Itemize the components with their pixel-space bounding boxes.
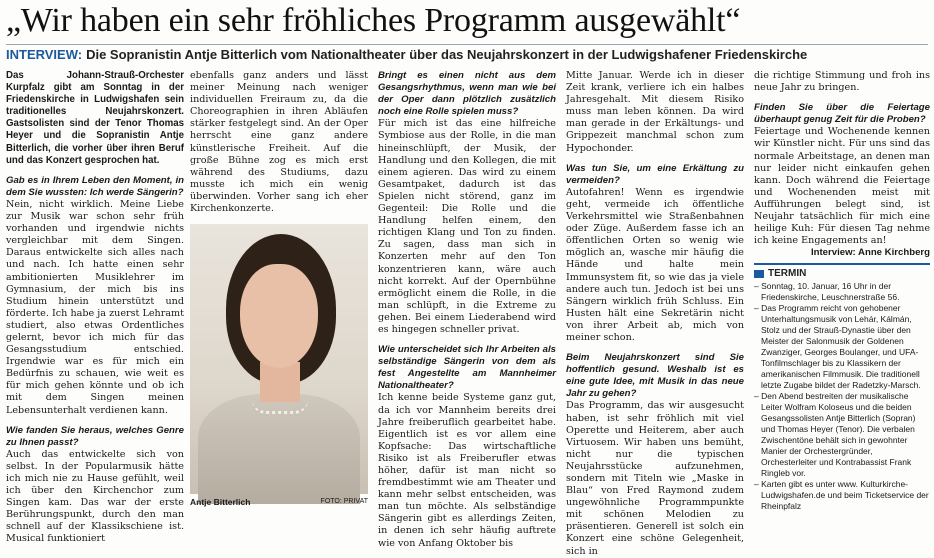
interview-answer: die richtige Stimmung und froh ins neue Jahr zu bringen. <box>754 70 930 94</box>
photo-credit: FOTO: PRIVAT <box>320 498 368 505</box>
interview-question: Beim Neujahrskonzert sind Sie hoffentlich gesund. Weshalb ist es eine gute Idee, mit Musik in das neue Jahr zu gehen? <box>566 352 744 400</box>
article-column-5 <box>754 70 930 510</box>
interview-question: Finden Sie über die Feiertage überhaupt genug Zeit für die Proben? <box>754 102 930 126</box>
subheadline <box>6 47 928 63</box>
headline: „Wir haben ein sehr fröhliches Programm ausgewählt“ <box>6 2 741 39</box>
interview-answer: Das Programm, das wir ausgesucht haben, ist sehr fröhlich mit viel Operette und Heiterem, aber auch Virtuosem. Wir haben uns bemüht, nicht nur die typischen Neujahrsstücke aufzunehmen, sondern mit Titeln wie „Maske in Blau“ von Fred Raymond zudem ungewöhnliche Programmpunkte mit schönen Melodien zu präsentieren. Generell ist solch ein Konzert eine schöne Gelegenheit, sich in <box>566 400 744 557</box>
subheadline-text: Die Sopranistin Antje Bitterlich vom Nationaltheater über das Neujahrskonzert in der Ludwigshafener Friedenskirche <box>86 47 808 62</box>
termin-item: – Den Abend bestreiten der musikalische Leiter Wolfram Koloseus und die beiden Gesangssolisten Antje Bitterlich (Sopran) und Thomas Heyer (Tenor). Die verbalen Zwischentöne behält sich in gewohnter Manier der Orchestergründer, Orchesterleiter und Kontrabassist Frank Ringleb vor. <box>754 391 930 479</box>
interview-author: Interview: Anne Kirchberg <box>810 247 930 259</box>
interview-answer: Nein, nicht wirklich. Meine Liebe zur Musik war schon sehr früh vorhanden und irgendwie nichts vergleichbar mit dem Singen. Daraus entwickelte sich alles nach und nach. Ich hatte einen sehr ambitionierten Musiklehrer im Gymnasium, der mich bis ins Studium hinein unterstützt und förderte. Ich habe ja zuerst Lehramt studiert, also etwas Ordentliches gelernt, bevor ich mich für das Gesangsstudium entschied. Irgendwie war es für mich ein Bedürfnis zu schauen, wie weit es für mich gehen könnte und ob ich mit dem Singen meinen Lebensunterhalt verdienen kann. <box>6 198 184 416</box>
interview-question: Bringt es einen nicht aus dem Gesangsrhythmus, wenn man wie bei der Oper dann plötzlich zusätzlich noch eine Rolle spielen muss? <box>378 70 556 118</box>
article-column-2 <box>190 70 368 220</box>
interview-answer: Mitte Januar. Werde ich in dieser Zeit krank, verliere ich ein halbes Jahresgehalt. Mit diesem Risiko muss man leben können. Da wird man gerade in der Erkältungs- und Grippezeit manchmal schon zum Hypochonder. <box>566 70 744 154</box>
interview-answer: Auch das entwickelte sich von selbst. In der Popularmusik hätte ich mich nie zu Hause gefühlt, weil ich über den Kirchenchor zum Singen kam. Das war der erste Berührungspunkt, durch den man schnell auf der Klassikschiene ist. Musical funktioniert <box>6 448 184 545</box>
interview-kicker: INTERVIEW: <box>6 47 83 62</box>
article-column-3 <box>378 70 556 549</box>
interview-question: Gab es in Ihrem Leben den Moment, in dem Sie wussten: Ich werde Sängerin? <box>6 174 184 198</box>
interview-question: Wie unterscheidet sich Ihr Arbeiten als selbständige Sängerin von dem als fest Angestellte am Mannheimer Nationaltheater? <box>378 344 556 392</box>
photo-caption <box>190 496 368 508</box>
headline-divider <box>6 44 928 45</box>
article-column-1 <box>6 70 184 545</box>
termin-heading: TERMIN <box>754 263 930 280</box>
interview-answer: Autofahren! Wenn es irgendwie geht, vermeide ich öffentliche Verkehrsmittel wie Straßenbahnen oder Züge. Außerdem fasse ich an öffentlichen Orten so wenig wie möglich an, wasche mir häufig die Hände und halte mein Immunsystem fit, so wie das ja viele andere auch tun. Jedoch ist bei uns Sängern wirklich früh Schluss. Ein Husten hält eine Sekretärin nicht von ihrer Arbeit ab, mich von meiner schon. <box>566 186 744 343</box>
interview-question: Was tun Sie, um eine Erkältung zu vermeiden? <box>566 162 744 186</box>
caption-name: Antje Bitterlich <box>190 497 251 507</box>
portrait-photo <box>190 224 368 494</box>
interview-answer: ebenfalls ganz anders und lässt meiner Meinung nach weniger individuellen Freiraum zu, da die Choreographien in ihren Abläufen stärker festgelegt sind. An der Oper herrscht eine ganz andere künstlerische Freiheit. Auf die große Bühne zog es mich erst während des Studiums, dazu musste ich mich ein wenig überwinden. Vorher sang ich eher Kirchenkonzerte. <box>190 70 368 215</box>
interview-answer: Ich kenne beide Systeme ganz gut, da ich vor Mannheim bereits drei Jahre freiberuflich gearbeitet habe. Eigentlich ist es vor allem eine Kopfsache: Das wirtschaftliche Risiko ist als Freiberufler etwas höher, dafür ist man nicht so fremdbestimmt wie am Theater und kann mehr selbst entscheiden, was man tun möchte. Als selbständige Sängerin gibt es allerdings Zeiten, in denen ich sehr häufig auftrete wie von Anfang Oktober bis <box>378 392 556 549</box>
article-lead: Das Johann-Strauß-Orchester Kurpfalz gibt am Sonntag in der Friedenskirche in Ludwigshafen sein traditionelles Neujahrskonzert. Gastsolisten sind der Tenor Thomas Heyer und die Sopranistin Antje Bitterlich, die vorher über ihren Beruf und das Konzert gesprochen hat. <box>6 70 184 166</box>
termin-list <box>754 281 930 512</box>
interview-answer: Feiertage und Wochenende kennen wir Künstler nicht. Für uns sind das normale Arbeitstage, an denen man nur leider nicht einkaufen gehen kann. Doch während die Feiertage und Wochenenden meist mit Aufführungen belegt sind, ist Neujahr tatsächlich für mich eine heilige Kuh: Für diesen Tag nehme ich keine Engagements an! <box>754 126 930 247</box>
termin-item: – Sonntag, 10. Januar, 16 Uhr in der Friedenskirche, Leuschnerstraße 56. <box>754 281 930 303</box>
termin-item: – Karten gibt es unter www. Kulturkirche-Ludwigshafen.de und beim Ticketservice der Rheinpfalz <box>754 479 930 512</box>
termin-item: – Das Programm reicht von gehobener Unterhaltungsmusik von Lehár, Kálmán, Stolz und der Strauß-Dynastie über den Meister der Salonmusik der Goldenen Zwanziger, Georges Boulanger, und UFA-Tonfilmschlager bis zu Klassikern der amerikanischen Filmmusik. Die traditionell letzte Zugabe bildet der Radetzky-Marsch. <box>754 303 930 391</box>
interview-question: Wie fanden Sie heraus, welches Genre zu Ihnen passt? <box>6 424 184 448</box>
article-column-4 <box>566 70 744 557</box>
interview-answer: Für mich ist das eine hilfreiche Symbiose aus der Rolle, in die man hineinschlüpft, der Musik, der Handlung und den Kollegen, die mit einem agieren. Das wird zu einem Gesamtpaket, dadurch ist das Spielen nicht störend, ganz im Gegenteil: Die Rolle und die Handlung helfen einem, den richtigen Klang und Ton zu finden. Zu sagen, dass man sich in Konzerten mehr auf den Ton konzentrieren kann, wäre auch nicht korrekt. Auf der Opernbühne ermöglicht einem die Rolle, in die man schlüpft, in die Extreme zu gehen. Bei einem Liederabend wird es hingegen schneller privat. <box>378 118 556 335</box>
